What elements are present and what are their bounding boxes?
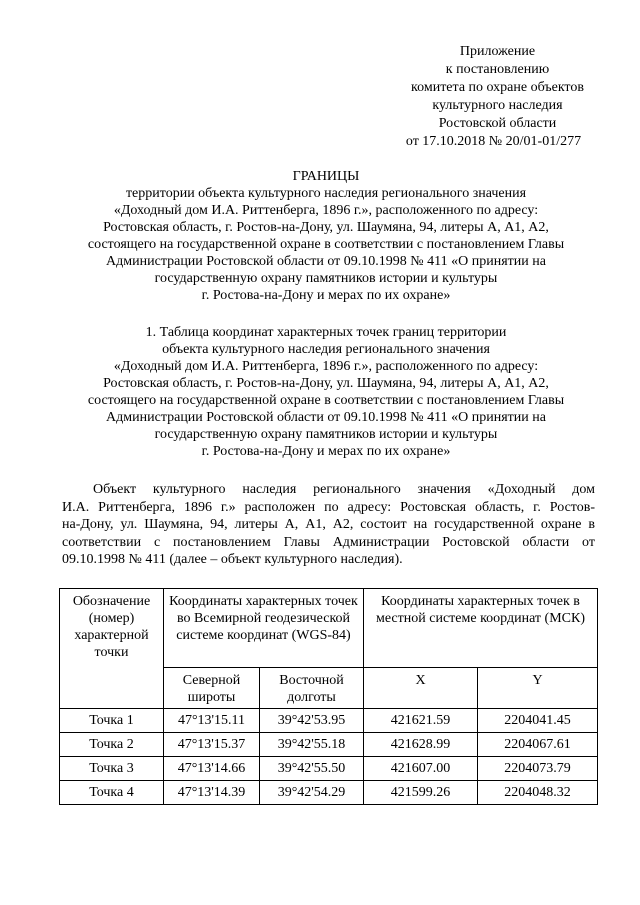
caption-line: объекта культурного наследия регионального значения [162,342,490,357]
cell-point: Точка 1 [60,709,164,733]
appendix-block [395,43,600,151]
caption-line: Ростовская область, г. Ростов-на-Дону, ул. Шаумяна, 94, литеры А, А1, А2, [103,376,549,391]
appendix-line: культурного наследия [432,98,563,113]
cell-point: Точка 4 [60,781,164,805]
cell-east: 39°42'54.29 [260,781,364,805]
title-block [62,168,590,304]
caption-line: 1. Таблица координат характерных точек границ территории [145,325,507,340]
caption-line: г. Ростова-на-Дону и мерах по их охране» [201,444,451,459]
appendix-line: к постановлению [445,62,550,77]
header-msk: Координаты характерных точек в местной системе координат (МСК) [364,589,598,668]
cell-north: 47°13'15.37 [164,733,260,757]
title-line: «Доходный дом И.А. Риттенберга, 1896 г.», расположенного по адресу: [113,203,539,218]
header-wgs84: Координаты характерных точек во Всемирной геодезической системе координат (WGS-84) [164,589,364,668]
paragraph-line: соответствии с постановлением Главы Администрации Ростовской области от [62,534,595,550]
cell-north: 47°13'14.66 [164,757,260,781]
appendix-line: комитета по охране объектов [411,80,584,95]
header-x: X [364,668,478,709]
cell-x: 421628.99 [364,733,478,757]
cell-east: 39°42'55.50 [260,757,364,781]
paragraph-line: Объект культурного наследия регионального значения «Доходный дом [93,482,595,497]
header-y: Y [478,668,598,709]
table-row [60,757,598,781]
paragraph-line: на-Дону, ул. Шаумяна, 94, литеры А, А1, А2, состоит на государственной охране в [62,517,595,532]
cell-y: 2204073.79 [478,757,598,781]
cell-x: 421599.26 [364,781,478,805]
cell-x: 421607.00 [364,757,478,781]
cell-y: 2204041.45 [478,709,598,733]
coordinates-table [59,588,598,805]
paragraph-line: И.А. Риттенберга, 1896 г.» расположен по адресу: Ростовская область, г. Ростов- [62,499,595,515]
cell-north: 47°13'14.39 [164,781,260,805]
header-east-longitude: Восточной долготы [260,668,364,709]
caption-line: Администрации Ростовской области от 09.10.1998 № 411 «О принятии на [106,410,546,425]
cell-x: 421621.59 [364,709,478,733]
header-north-latitude: Северной широты [164,668,260,709]
appendix-line: Приложение [459,44,536,59]
cell-east: 39°42'53.95 [260,709,364,733]
appendix-line: Ростовской области [438,116,557,131]
cell-point: Точка 2 [60,733,164,757]
cell-y: 2204067.61 [478,733,598,757]
title-line: состоящего на государственной охране в соответствии с постановлением Главы [87,237,565,252]
title-line: территории объекта культурного наследия регионального значения [125,186,527,201]
cell-point: Точка 3 [60,757,164,781]
cell-north: 47°13'15.11 [164,709,260,733]
caption-line: состоящего на государственной охране в соответствии с постановлением Главы [87,393,565,408]
header-point: Обозначение (номер) характерной точки [60,589,164,709]
table-row [60,733,598,757]
paragraph-line: 09.10.1998 № 411 (далее – объект культурного наследия). [62,552,403,567]
table-row [60,781,598,805]
title-line: г. Ростова-на-Дону и мерах по их охране» [201,288,451,303]
caption-line: «Доходный дом И.А. Риттенберга, 1896 г.», расположенного по адресу: [113,359,539,374]
cell-y: 2204048.32 [478,781,598,805]
cell-east: 39°42'55.18 [260,733,364,757]
table-row [60,709,598,733]
description-paragraph [62,481,595,569]
appendix-date: от 17.10.2018 № 20/01-01/277 [405,134,582,149]
document-title: ГРАНИЦЫ [292,169,360,184]
table-caption [62,324,590,460]
caption-line: государственную охрану памятников истории и культуры [154,427,498,442]
title-line: Ростовская область, г. Ростов-на-Дону, ул. Шаумяна, 94, литеры А, А1, А2, [103,220,549,235]
title-line: Администрации Ростовской области от 09.10.1998 № 411 «О принятии на [106,254,546,269]
title-line: государственную охрану памятников истории и культуры [154,271,498,286]
